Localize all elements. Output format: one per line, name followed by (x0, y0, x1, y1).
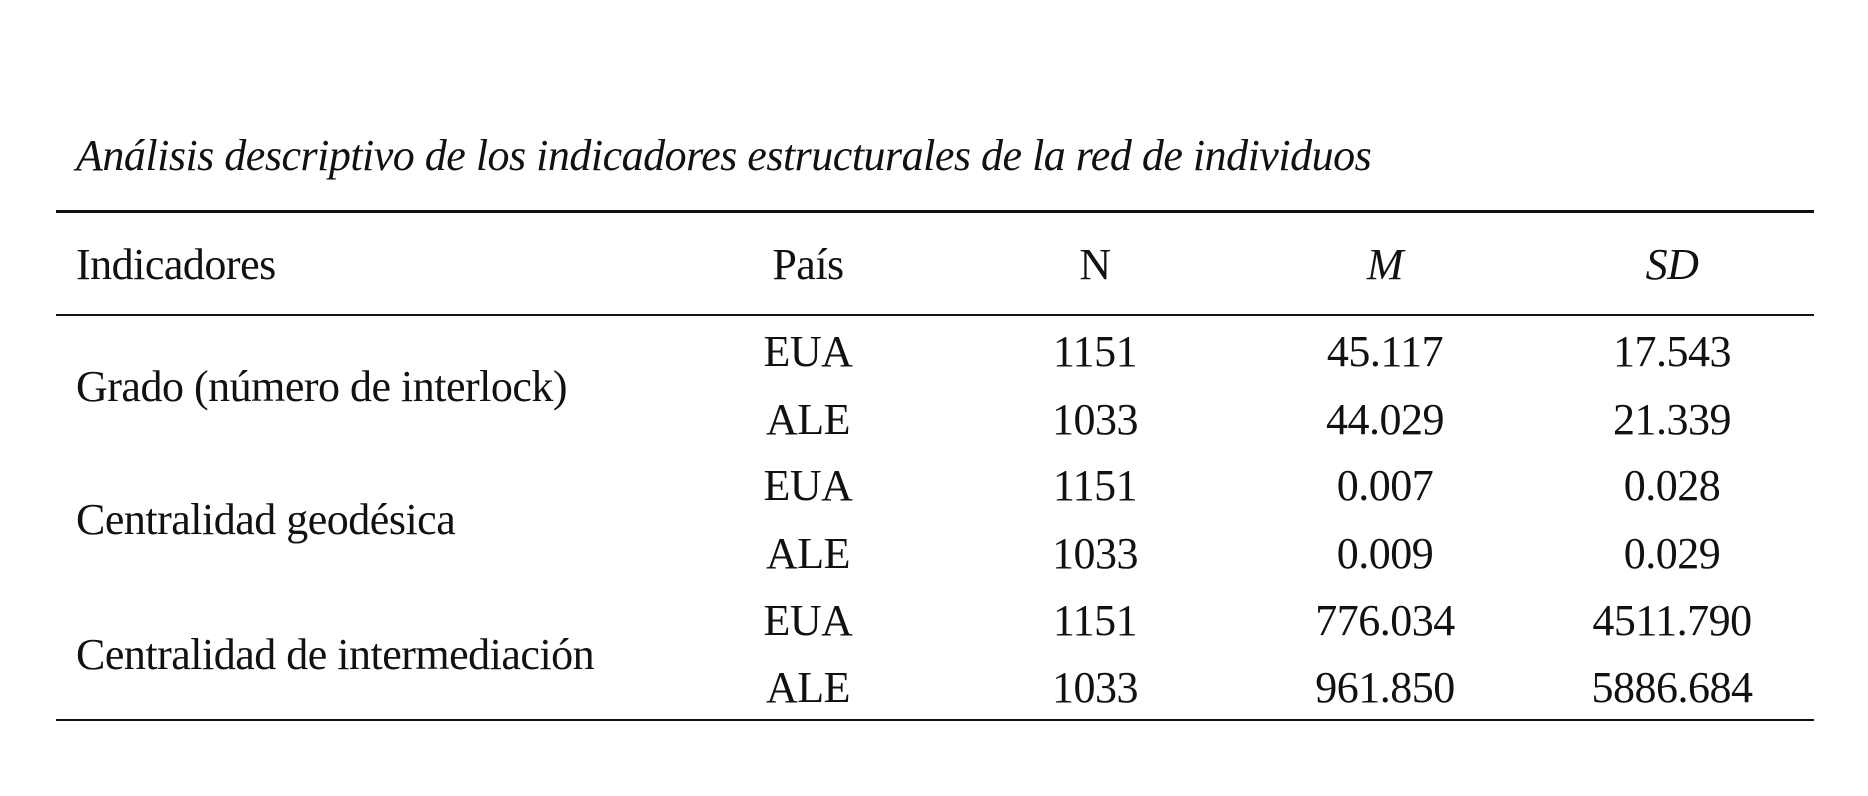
n-cell: 1151 (1052, 596, 1138, 645)
header-pais: País (772, 240, 844, 289)
table-caption: Análisis descriptivo de los indicadores estructurales de la red de individuos (76, 131, 1372, 180)
n-cell: 1033 (1052, 663, 1138, 712)
m-cell: 0.007 (1336, 461, 1434, 510)
sd-cell: 21.339 (1613, 395, 1731, 444)
table-top-rule (56, 210, 1814, 213)
header-indicadores: Indicadores (76, 240, 276, 289)
m-cell: 45.117 (1326, 327, 1444, 376)
pais-cell: ALE (765, 395, 851, 444)
indicator-label: Centralidad de intermediación (76, 630, 595, 679)
m-cell: 44.029 (1326, 395, 1444, 444)
header-m: M (1366, 240, 1404, 289)
sd-cell: 17.543 (1613, 327, 1731, 376)
pais-cell: EUA (763, 596, 853, 645)
table-header-rule (56, 314, 1814, 316)
indicator-label: Centralidad geodésica (76, 495, 456, 544)
sd-cell: 5886.684 (1591, 663, 1753, 712)
n-cell: 1151 (1052, 327, 1138, 376)
pais-cell: EUA (763, 461, 853, 510)
indicator-label: Grado (número de interlock) (76, 362, 568, 411)
n-cell: 1033 (1052, 395, 1138, 444)
m-cell: 961.850 (1315, 663, 1455, 712)
pais-cell: ALE (765, 529, 851, 578)
pais-cell: EUA (763, 327, 853, 376)
header-n: N (1079, 240, 1111, 289)
n-cell: 1033 (1052, 529, 1138, 578)
sd-cell: 0.028 (1623, 461, 1721, 510)
m-cell: 776.034 (1315, 596, 1455, 645)
n-cell: 1151 (1052, 461, 1138, 510)
sd-cell: 0.029 (1623, 529, 1721, 578)
sd-cell: 4511.790 (1592, 596, 1752, 645)
m-cell: 0.009 (1336, 529, 1434, 578)
table-bottom-rule (56, 719, 1814, 721)
header-sd: SD (1645, 240, 1699, 289)
pais-cell: ALE (765, 663, 851, 712)
